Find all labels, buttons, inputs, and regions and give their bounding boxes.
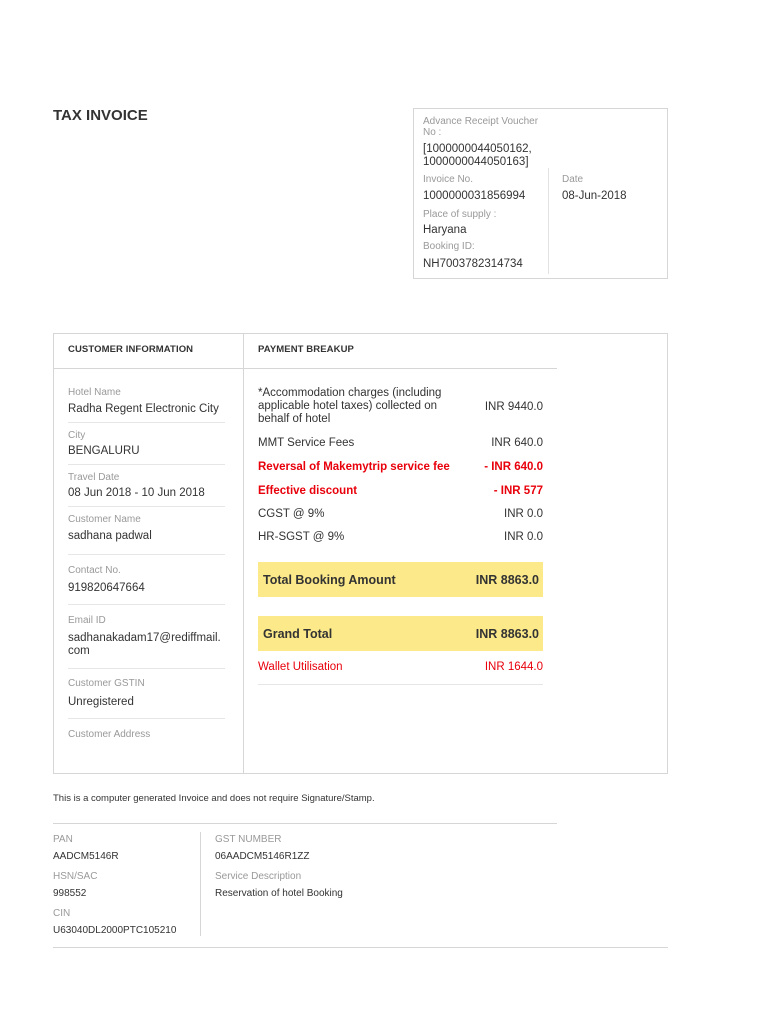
total-booking-label: Total Booking Amount xyxy=(263,573,396,587)
customer-name-label: Customer Name xyxy=(68,514,141,525)
advance-receipt-label: Advance Receipt Voucher No : xyxy=(423,116,539,138)
gst-number-value: 06AADCM5146R1ZZ xyxy=(215,851,310,862)
effective-discount-label: Effective discount xyxy=(258,485,358,497)
divider xyxy=(68,464,225,465)
hsn-sac-label: HSN/SAC xyxy=(53,871,98,882)
customer-gstin-label: Customer GSTIN xyxy=(68,678,145,689)
mmt-service-fees-label: MMT Service Fees xyxy=(258,437,355,449)
meta-divider xyxy=(548,168,549,274)
travel-date-value: 08 Jun 2018 - 10 Jun 2018 xyxy=(68,487,205,499)
page-title: TAX INVOICE xyxy=(53,107,148,124)
customer-name-value: sadhana padwal xyxy=(68,530,152,542)
pan-label: PAN xyxy=(53,834,73,845)
header-divider xyxy=(53,368,557,369)
grand-total-amount: INR 8863.0 xyxy=(475,627,539,641)
city-label: City xyxy=(68,430,86,441)
divider xyxy=(53,823,557,824)
disclaimer-text: This is a computer generated Invoice and does not require Signature/Stamp. xyxy=(53,793,375,804)
service-description-label: Service Description xyxy=(215,871,302,882)
reversal-service-fee-amount: - INR 640.0 xyxy=(484,461,543,473)
effective-discount-amount: - INR 577 xyxy=(493,485,543,497)
customer-info-header: CUSTOMER INFORMATION xyxy=(68,344,194,355)
sgst-amount: INR 0.0 xyxy=(504,531,543,543)
booking-id-label: Booking ID: xyxy=(423,241,475,252)
place-of-supply-value: Haryana xyxy=(423,224,467,236)
city-value: BENGALURU xyxy=(68,445,140,457)
invoice-no-label: Invoice No. xyxy=(423,174,474,185)
gst-number-label: GST NUMBER xyxy=(215,834,282,845)
divider xyxy=(68,506,225,507)
wallet-utilisation-amount: INR 1644.0 xyxy=(484,661,543,673)
divider xyxy=(68,554,225,555)
accommodation-charges-amount: INR 9440.0 xyxy=(484,401,543,413)
customer-gstin-value: Unregistered xyxy=(68,696,134,708)
travel-date-label: Travel Date xyxy=(68,472,120,483)
hotel-name-value: Radha Regent Electronic City xyxy=(68,403,219,415)
cgst-amount: INR 0.0 xyxy=(504,508,543,520)
wallet-utilisation-label: Wallet Utilisation xyxy=(258,661,343,673)
divider xyxy=(68,604,225,605)
grand-total-label: Grand Total xyxy=(263,627,333,641)
email-label: Email ID xyxy=(68,615,106,626)
total-booking-amount: INR 8863.0 xyxy=(475,573,539,587)
column-divider xyxy=(243,333,244,774)
hsn-sac-value: 998552 xyxy=(53,888,87,899)
sgst-label: HR-SGST @ 9% xyxy=(258,531,345,543)
place-of-supply-label: Place of supply : xyxy=(423,209,497,220)
divider xyxy=(258,684,543,685)
booking-id-value: NH7003782314734 xyxy=(423,258,523,270)
accommodation-charges-label: *Accommodation charges (including applicable hotel taxes) collected on behalf of hotel xyxy=(258,387,442,425)
date-label: Date xyxy=(562,174,584,185)
mmt-service-fees-amount: INR 640.0 xyxy=(491,437,543,449)
bottom-divider xyxy=(53,947,668,948)
contact-value: 919820647664 xyxy=(68,582,145,594)
cin-label: CIN xyxy=(53,908,71,919)
hotel-name-label: Hotel Name xyxy=(68,387,121,398)
customer-address-label: Customer Address xyxy=(68,729,151,740)
pan-value: AADCM5146R xyxy=(53,851,119,862)
advance-receipt-value: [1000000044050162, 1000000044050163] xyxy=(423,143,532,168)
contact-label: Contact No. xyxy=(68,565,121,576)
divider xyxy=(68,668,225,669)
divider xyxy=(68,422,225,423)
cin-value: U63040DL2000PTC105210 xyxy=(53,925,177,936)
service-description-value: Reservation of hotel Booking xyxy=(215,888,343,899)
divider xyxy=(68,718,225,719)
invoice-no-value: 1000000031856994 xyxy=(423,190,526,202)
email-value: sadhanakadam17@rediffmail.com xyxy=(68,632,221,657)
footer-divider xyxy=(200,832,201,936)
cgst-label: CGST @ 9% xyxy=(258,508,325,520)
reversal-service-fee-label: Reversal of Makemytrip service fee xyxy=(258,461,450,473)
payment-breakup-header: PAYMENT BREAKUP xyxy=(258,344,354,355)
date-value: 08-Jun-2018 xyxy=(562,190,627,202)
